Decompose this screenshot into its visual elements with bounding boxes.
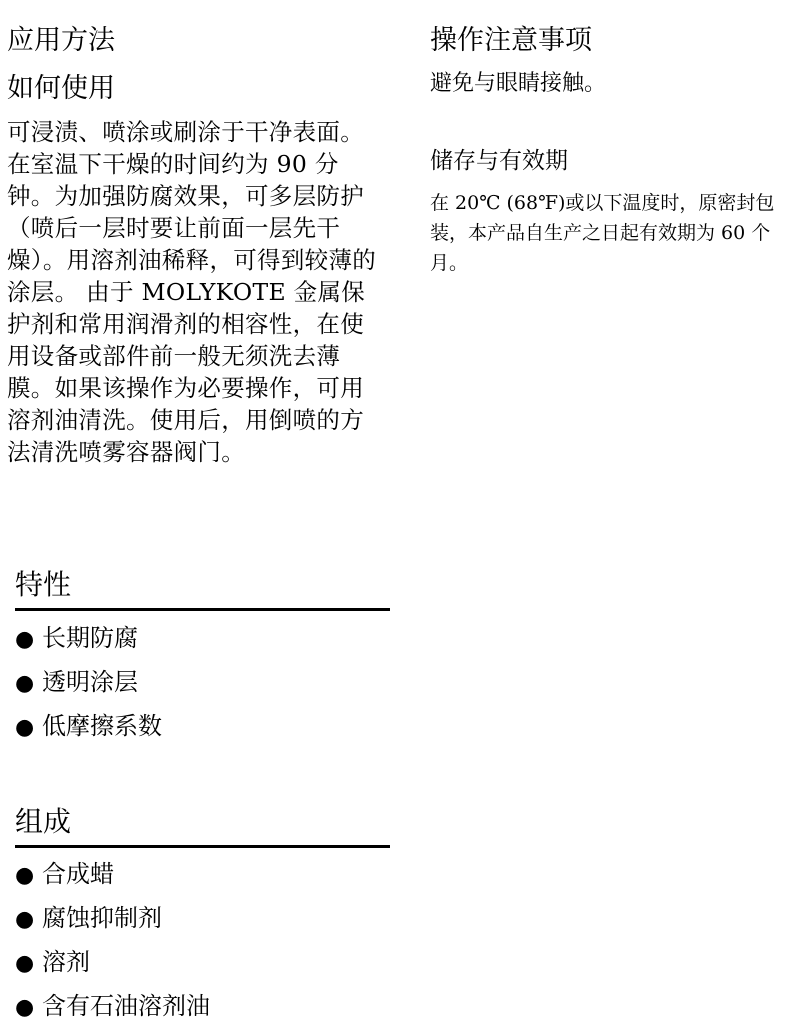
bullet-icon: ● [15,907,35,932]
bullet-icon: ● [15,627,35,652]
storage-heading: 储存与有效期 [430,148,568,174]
composition-title: 组成 [15,803,390,848]
list-item [15,705,162,749]
list-item-label: 含有石油溶剂油 [42,992,210,1020]
list-item [15,853,210,897]
bullet-icon: ● [15,863,35,888]
list-item [15,661,162,705]
bullet-icon: ● [15,951,35,976]
list-item [15,985,210,1029]
section-heading: 应用方法 [7,25,115,56]
list-item [15,617,162,661]
section-heading: 操作注意事项 [430,25,592,56]
list-item [15,897,210,941]
handling-paragraph: 避免与眼睛接触。 [430,71,607,96]
list-item [15,941,210,985]
features-title: 特性 [15,566,390,611]
application-method-section [7,22,379,468]
list-item-label: 低摩擦系数 [42,712,162,740]
list-item-label: 溶剂 [42,948,90,976]
list-item-label: 腐蚀抑制剂 [42,904,162,932]
bullet-icon: ● [15,995,35,1020]
features-list [15,617,162,749]
subsection-heading: 如何使用 [7,73,115,104]
list-item-label: 长期防腐 [42,624,138,652]
list-item-label: 透明涂层 [42,668,138,696]
bullet-icon: ● [15,715,35,740]
usage-paragraph: 可浸渍、喷涂或刷涂于干净表面。在室温下干燥的时间约为 90 分钟。为加强防腐效果，可多层防护（喷后一层时要让前面一层先干燥）。用溶剂油稀释，可得到较薄的涂层。 由于 MOLYKOTE 金属保护剂和常用润滑剂的相容性，在使用设备或部件前一般无须洗去薄膜。如果该操作为必要操作，可用溶剂油清洗。使用后，用倒喷的方法清洗喷雾容器阀门。 [7,118,377,466]
list-item-label: 合成蜡 [42,860,114,888]
handling-section [430,22,775,278]
storage-paragraph: 在 20℃ (68℉)或以下温度时，原密封包装，本产品自生产之日起有效期为 60 个月。 [430,192,775,274]
composition-list [15,853,210,1029]
bullet-icon: ● [15,671,35,696]
